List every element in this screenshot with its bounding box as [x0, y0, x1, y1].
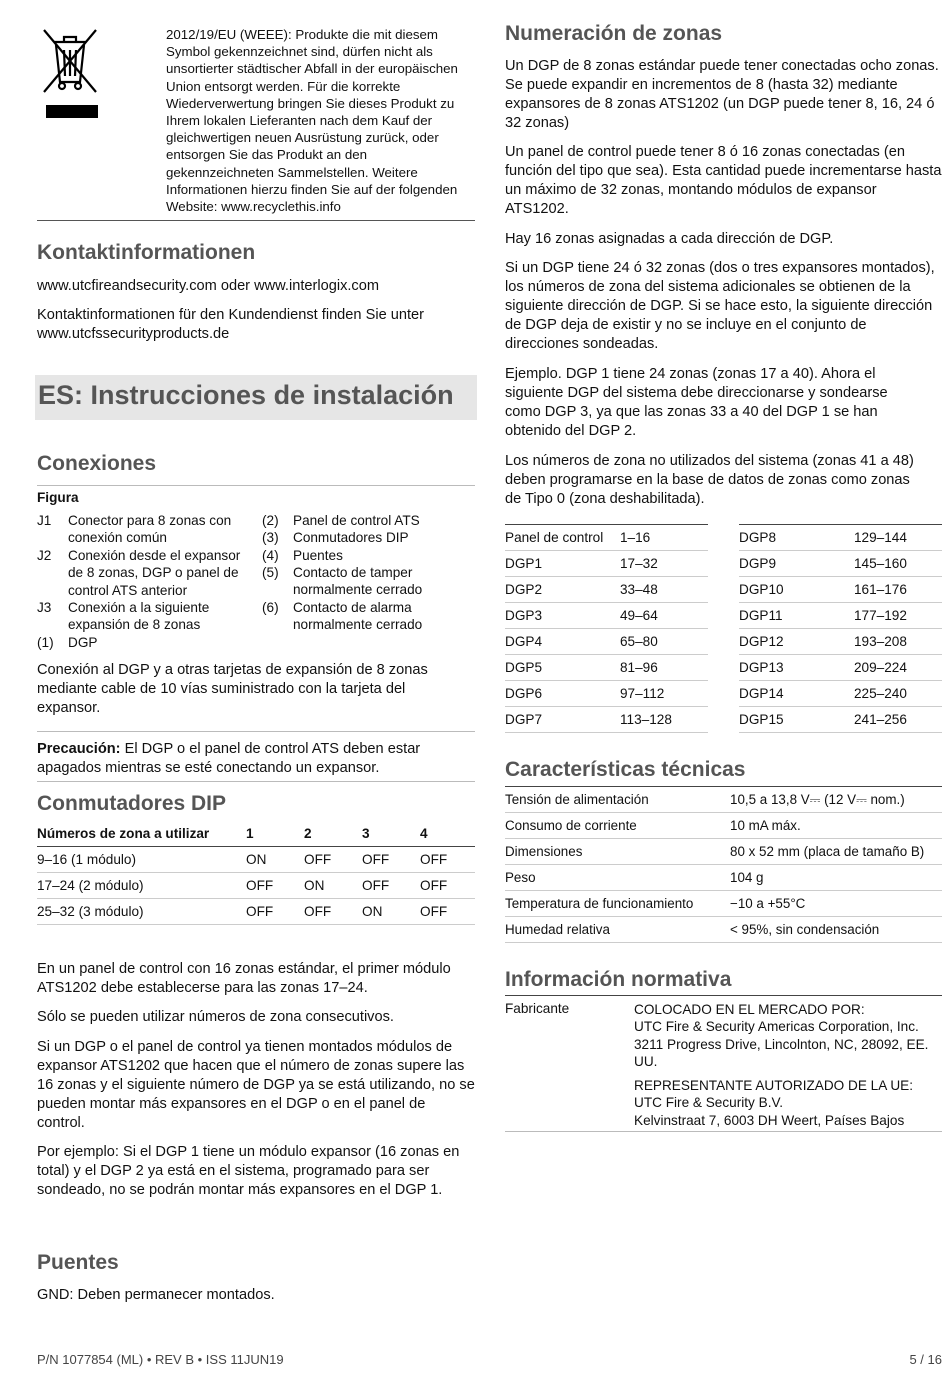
table-cell: 81–96	[620, 655, 708, 681]
table-cell: 113–128	[620, 707, 708, 733]
contact-support: Kontaktinformationen für den Kundendienst finden Sie unter www.utcfssecurityproducts.de	[37, 307, 424, 342]
table-cell: DGP6	[505, 681, 620, 707]
table-cell: 145–160	[854, 551, 942, 577]
zones-heading: Numeración de zonas	[505, 22, 723, 45]
table-row	[505, 525, 708, 551]
legend-text: Puentes	[293, 548, 343, 563]
table-cell: OFF	[246, 899, 304, 925]
table-cell: 193–208	[854, 629, 942, 655]
table-cell: 25–32 (3 módulo)	[37, 899, 246, 925]
jumpers-text: GND: Deben permanecer montados.	[37, 1287, 275, 1303]
table-cell: OFF	[420, 873, 475, 899]
zones-paragraph-2: Un panel de control puede tener 8 ó 16 zonas conectadas (en función del tipo que sea). Esta cantidad puede incrementarse hasta un máximo de 32 zonas, montando módulos de expansor ATS1202.	[505, 144, 942, 217]
divider	[37, 485, 475, 486]
connections-paragraph: Conexión al DGP y a otras tarjetas de expansión de 8 zonas mediante cable de 10 vías suministrado con la tarjeta del expansor.	[37, 662, 428, 716]
contact-websites: www.utcfireandsecurity.com oder www.interlogix.com	[37, 278, 379, 294]
dip-table	[37, 821, 475, 925]
spec-value: 104 g	[730, 865, 942, 891]
column-header: 2	[304, 821, 362, 847]
spec-value: < 95%, sin condensación	[730, 917, 942, 943]
table-row	[739, 577, 942, 603]
column-header: 3	[362, 821, 420, 847]
table-cell: DGP10	[739, 577, 854, 603]
table-cell: OFF	[420, 847, 475, 873]
table-cell: DGP2	[505, 577, 620, 603]
zones-paragraph-3: Hay 16 zonas asignadas a cada dirección de DGP.	[505, 231, 834, 247]
table-cell: DGP12	[739, 629, 854, 655]
table-cell: 17–24 (2 módulo)	[37, 873, 246, 899]
zones-paragraph-5: Ejemplo. DGP 1 tiene 24 zonas (zonas 17 a 40). Ahora el siguiente DGP del sistema debe direccionarse y sondearse como DGP 3, ya que las zonas 33 a 40 del DGP 1 se han obtenido del DGP 2.	[505, 366, 888, 439]
dip-paragraph-3: Si un DGP o el panel de control ya tienen montados módulos de expansor ATS1202 que hacen que el número de zonas supere las 16 zonas y el siguiente número de DGP ya se está utilizando, no se pueden montar más expansores en el DGP o en el panel de control.	[37, 1039, 475, 1131]
legend-text: Panel de control ATS	[293, 513, 420, 528]
table-row	[505, 655, 708, 681]
table-cell: DGP8	[739, 525, 854, 551]
table-cell: 49–64	[620, 603, 708, 629]
table-cell: DGP3	[505, 603, 620, 629]
jumpers-heading: Puentes	[37, 1251, 119, 1274]
table-cell: 9–16 (1 módulo)	[37, 847, 246, 873]
dip-paragraph-4: Por ejemplo: Si el DGP 1 tiene un módulo expansor (16 zonas en total) y el DGP 2 ya está en el sistema, programado para ser sondeado, no se podrán montar más expansores en el DGP 1.	[37, 1144, 460, 1198]
legend-key: J2	[37, 548, 52, 563]
legend-key: (2)	[262, 513, 279, 528]
table-cell: DGP9	[739, 551, 854, 577]
spec-label: Peso	[505, 865, 730, 891]
caution-note	[37, 740, 475, 778]
table-row	[37, 899, 475, 925]
figure-label: Figura	[37, 490, 79, 505]
table-row	[505, 839, 942, 865]
dip-paragraph-1: En un panel de control con 16 zonas estándar, el primer módulo ATS1202 debe establecerse para las zonas 17–24.	[37, 961, 451, 996]
regulatory-heading: Información normativa	[505, 968, 732, 991]
table-row	[505, 681, 708, 707]
legend-text: Conexión a la siguiente expansión de 8 zonas	[68, 600, 210, 633]
spec-value: 80 x 52 mm (placa de tamaño B)	[730, 839, 942, 865]
table-row	[505, 865, 942, 891]
manufacturer-block: COLOCADO EN EL MERCADO POR: UTC Fire & Security Americas Corporation, Inc. 3211 Progress Drive, Lincolnton, NC, 28092, EE. UU.	[634, 1002, 929, 1070]
table-row	[739, 707, 942, 733]
spec-value: −10 a +55°C	[730, 891, 942, 917]
zone-allocation-table-right	[739, 524, 942, 733]
table-cell: 17–32	[620, 551, 708, 577]
legend-key: (1)	[37, 635, 54, 650]
legend-key: (6)	[262, 600, 279, 615]
table-cell: 241–256	[854, 707, 942, 733]
column-header: 1	[246, 821, 304, 847]
table-cell: 209–224	[854, 655, 942, 681]
table-row	[505, 551, 708, 577]
table-row	[739, 681, 942, 707]
legend-text: Contacto de tamper normalmente cerrado	[293, 565, 423, 598]
table-row	[505, 707, 708, 733]
page-title: ES: Instrucciones de instalación	[38, 380, 454, 410]
table-cell: Panel de control	[505, 525, 620, 551]
spec-label: Temperatura de funcionamiento	[505, 891, 730, 917]
zones-paragraph-4: Si un DGP tiene 24 ó 32 zonas (dos o tres expansores montados), los números de zona del sistema adicionales se obtienen de la siguiente dirección de DGP. Si se hace esto, la siguiente dirección de DGP deja de existir y no se incluye en el conjunto de direcciones sondeadas.	[505, 260, 935, 352]
table-cell: OFF	[362, 847, 420, 873]
table-row	[739, 655, 942, 681]
table-row	[505, 629, 708, 655]
zones-paragraph-6: Los números de zona no utilizados del sistema (zonas 41 a 48) deben programarse en la base de datos de zonas como zonas de Tipo 0 (zona deshabilitada).	[505, 453, 914, 507]
weee-bin-icon	[40, 26, 100, 122]
table-cell: ON	[304, 873, 362, 899]
table-cell: 1–16	[620, 525, 708, 551]
legend-text: Contacto de alarma normalmente cerrado	[293, 600, 423, 633]
divider	[37, 731, 475, 732]
table-row	[505, 891, 942, 917]
legend-key: J1	[37, 513, 52, 528]
table-row	[37, 873, 475, 899]
table-cell: OFF	[304, 847, 362, 873]
table-row	[505, 813, 942, 839]
spec-value: 10,5 a 13,8 V⎓ (12 V⎓ nom.)	[730, 787, 942, 813]
specs-table	[505, 786, 942, 943]
table-row	[505, 917, 942, 943]
table-cell: DGP1	[505, 551, 620, 577]
footer-page-number: 5 / 16	[909, 1352, 942, 1367]
table-row	[739, 629, 942, 655]
language-section-banner	[35, 375, 477, 420]
table-cell: ON	[362, 899, 420, 925]
divider	[505, 995, 942, 996]
table-cell: OFF	[304, 899, 362, 925]
legend-text: Conector para 8 zonas con conexión común	[68, 513, 232, 546]
table-row	[37, 847, 475, 873]
dip-paragraph-2: Sólo se pueden utilizar números de zona consecutivos.	[37, 1009, 394, 1025]
legend-text: Conmutadores DIP	[293, 530, 409, 545]
table-row	[505, 603, 708, 629]
weee-text: 2012/19/EU (WEEE): Produkte die mit diesem Symbol gekennzeichnet sind, dürfen nicht als unsortierter städtischer Abfall in der europäischen Union entsorgt werden. Für die korrekte Wiederverwertung bringen Sie dieses Produkt zu Ihrem lokalen Lieferanten nach dem Kauf der gleichwertigen neuen Ausrüstung zurück, oder entsorgen Sie das Produkt an den gekennzeichneten Sammelstellen. Weitere Informationen hierzu finden Sie auf der folgenden Website: www.recyclethis.info	[166, 27, 458, 215]
table-header-row	[37, 821, 475, 847]
table-cell: ON	[246, 847, 304, 873]
connections-heading: Conexiones	[37, 452, 157, 475]
table-cell: OFF	[420, 899, 475, 925]
table-cell: 225–240	[854, 681, 942, 707]
column-header: Números de zona a utilizar	[37, 821, 246, 847]
zones-paragraph-1: Un DGP de 8 zonas estándar puede tener conectadas ocho zonas. Se puede expandir en incrementos de 8 (hasta 32) mediante expansores de 8 zonas ATS1202 (un DGP puede tener 8, 16, 24 ó 32 zonas)	[505, 58, 939, 131]
spec-label: Tensión de alimentación	[505, 787, 730, 813]
spec-label: Humedad relativa	[505, 917, 730, 943]
table-cell: 33–48	[620, 577, 708, 603]
manufacturer-label: Fabricante	[505, 1001, 570, 1016]
eu-representative-block: REPRESENTANTE AUTORIZADO DE LA UE: UTC Fire & Security B.V. Kelvinstraat 7, 6003 DH Weert, Países Bajos	[634, 1078, 913, 1128]
divider	[505, 1131, 942, 1132]
spec-value: 10 mA máx.	[730, 813, 942, 839]
legend-key: (4)	[262, 548, 279, 563]
divider	[37, 781, 475, 782]
spec-label: Consumo de corriente	[505, 813, 730, 839]
legend-key: (5)	[262, 565, 279, 580]
caution-label: Precaución:	[37, 741, 121, 757]
legend-text: Conexión desde el expansor de 8 zonas, DGP o panel de control ATS anterior	[68, 548, 241, 598]
table-cell: DGP13	[739, 655, 854, 681]
dip-heading: Conmutadores DIP	[37, 792, 227, 815]
table-row	[505, 577, 708, 603]
table-cell: 65–80	[620, 629, 708, 655]
contact-heading: Kontaktinformationen	[37, 241, 256, 264]
legend-key: (3)	[262, 530, 279, 545]
table-cell: 177–192	[854, 603, 942, 629]
table-cell: DGP5	[505, 655, 620, 681]
legend-text: DGP	[68, 635, 98, 650]
spec-label: Dimensiones	[505, 839, 730, 865]
column-header: 4	[420, 821, 475, 847]
specs-heading: Características técnicas	[505, 758, 746, 781]
table-row	[739, 603, 942, 629]
table-cell: DGP15	[739, 707, 854, 733]
table-cell: DGP14	[739, 681, 854, 707]
zone-allocation-table-left	[505, 524, 708, 733]
table-cell: 97–112	[620, 681, 708, 707]
table-cell: 161–176	[854, 577, 942, 603]
table-cell: DGP11	[739, 603, 854, 629]
table-cell: OFF	[362, 873, 420, 899]
table-cell: DGP4	[505, 629, 620, 655]
table-row	[505, 787, 942, 813]
table-row	[739, 551, 942, 577]
table-cell: OFF	[246, 873, 304, 899]
table-cell: DGP7	[505, 707, 620, 733]
table-row	[739, 525, 942, 551]
table-cell: 129–144	[854, 525, 942, 551]
footer-part-number: P/N 1077854 (ML) • REV B • ISS 11JUN19	[37, 1352, 284, 1367]
legend-key: J3	[37, 600, 52, 615]
caution-text: El DGP o el panel de control ATS deben estar apagados mientras se esté conectando un expansor.	[37, 741, 421, 776]
